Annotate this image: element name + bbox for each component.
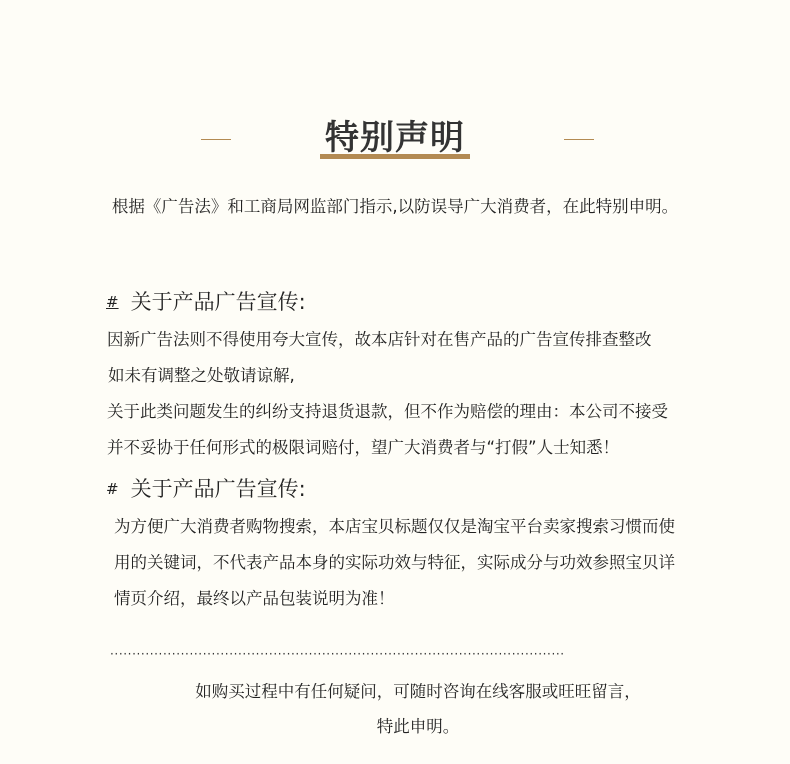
hash-mark: # (106, 480, 119, 498)
title-right-rule (564, 139, 594, 140)
footer-declaration: 特此申明。 (376, 717, 460, 736)
hash-mark: # (106, 293, 119, 311)
title-left-rule (201, 139, 231, 140)
section-1-line-1: 因新广告法则不得使用夸大宣传，故本店针对在售产品的广告宣传排查整改 (107, 330, 652, 349)
section-1-line-2: 如未有调整之处敬请谅解, (108, 366, 295, 385)
page-title: 特别声明 (325, 118, 465, 158)
section-1-heading (106, 289, 306, 315)
section-2-line-1: 为方便广大消费者购物搜索，本店宝贝标题仅仅是淘宝平台卖家搜索习惯而使 (114, 517, 675, 536)
dotted-divider: ······································································································· (110, 648, 565, 660)
section-2-heading (106, 476, 306, 502)
title-row (0, 118, 790, 162)
footer-contact-note: 如购买过程中有任何疑问，可随时咨询在线客服或旺旺留言， (195, 682, 641, 701)
section-1-heading-text: 关于产品广告宣传: (130, 290, 306, 314)
intro-statement: 根据《广告法》和工商局网监部门指示,以防误导广大消费者，在此特别申明。 (111, 197, 679, 216)
section-2-line-2: 用的关键词，不代表产品本身的实际功效与特征，实际成分与功效参照宝贝详 (114, 553, 675, 572)
section-2-line-3: 情页介绍，最终以产品包装说明为准！ (114, 589, 395, 608)
section-2-heading-text: 关于产品广告宣传: (130, 477, 306, 501)
section-1-line-3: 关于此类问题发生的纠纷支持退货退款，但不作为赔偿的理由：本公司不接受 (107, 402, 668, 421)
section-1-line-4: 并不妥协于任何形式的极限词赔付，望广大消费者与“打假”人士知悉！ (107, 438, 620, 457)
